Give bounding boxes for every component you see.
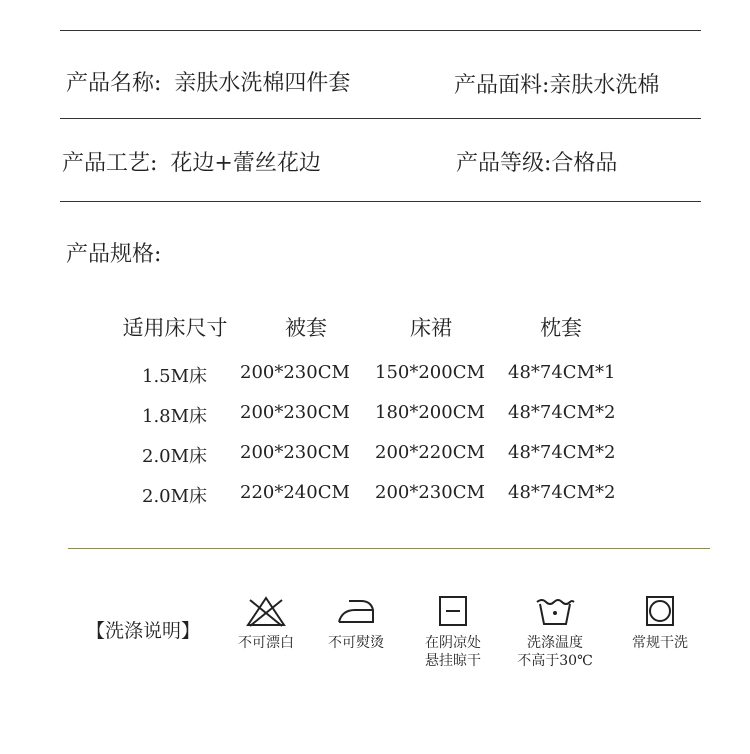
product-name-value: 亲肤水洗棉四件套 xyxy=(174,71,351,96)
product-fabric xyxy=(454,68,659,99)
spec-header-pillowcase: 枕套 xyxy=(540,316,582,340)
no-bleach-icon xyxy=(245,594,287,628)
table-cell-duvet-cover: 220*240CM xyxy=(240,482,350,503)
care-label-line2: 不高于30℃ xyxy=(517,653,593,669)
row-divider-2 xyxy=(60,201,701,202)
care-divider xyxy=(68,548,710,549)
care-label: 在阴凉处 xyxy=(425,635,481,651)
product-grade-value: 合格品 xyxy=(551,151,618,176)
table-cell-bed-size: 1.8M床 xyxy=(142,406,208,427)
care-title: 【洗涤说明】 xyxy=(86,620,201,642)
dry-in-shade-icon xyxy=(432,594,474,628)
table-cell-duvet-cover: 200*230CM xyxy=(240,402,350,423)
product-grade-label: 产品等级: xyxy=(456,151,552,176)
care-item-wash-30 xyxy=(500,594,610,670)
table-cell-bed-skirt: 200*230CM xyxy=(375,482,485,503)
table-cell-pillowcase: 48*74CM*2 xyxy=(508,482,616,503)
top-divider xyxy=(60,30,701,31)
product-name xyxy=(66,66,350,97)
table-cell-pillowcase: 48*74CM*2 xyxy=(508,442,616,463)
wash-30-icon xyxy=(534,594,576,628)
product-fabric-value: 亲肤水洗棉 xyxy=(549,73,660,98)
care-label-line2: 悬挂晾干 xyxy=(425,653,481,669)
table-cell-pillowcase: 48*74CM*2 xyxy=(508,402,616,423)
table-cell-bed-size: 1.5M床 xyxy=(142,366,208,387)
dry-clean-icon xyxy=(639,594,681,628)
spec-header-duvet-cover: 被套 xyxy=(285,316,327,340)
care-label: 不可熨烫 xyxy=(328,635,384,651)
product-craft xyxy=(62,146,321,177)
row-divider-1 xyxy=(60,118,701,119)
table-cell-bed-size: 2.0M床 xyxy=(142,446,208,467)
care-label: 不可漂白 xyxy=(238,635,294,651)
table-cell-duvet-cover: 200*230CM xyxy=(240,442,350,463)
care-item-no-iron xyxy=(301,594,411,652)
product-fabric-label: 产品面料: xyxy=(454,73,550,98)
product-craft-value: 花边+蕾丝花边 xyxy=(170,151,321,176)
spec-header-bed-skirt: 床裙 xyxy=(410,316,452,340)
product-name-label: 产品名称: xyxy=(66,71,162,96)
product-craft-label: 产品工艺: xyxy=(62,151,158,176)
no-iron-icon xyxy=(335,594,377,628)
table-cell-duvet-cover: 200*230CM xyxy=(240,362,350,383)
table-cell-pillowcase: 48*74CM*1 xyxy=(508,362,616,383)
table-cell-bed-skirt: 200*220CM xyxy=(375,442,485,463)
care-item-dry-clean xyxy=(605,594,715,652)
care-label: 常规干洗 xyxy=(632,635,688,651)
table-cell-bed-skirt: 150*200CM xyxy=(375,362,485,383)
product-spec-label: 产品规格: xyxy=(66,242,162,267)
product-grade xyxy=(456,146,617,177)
table-cell-bed-size: 2.0M床 xyxy=(142,486,208,507)
care-item-dry-in-shade xyxy=(398,594,508,670)
spec-header-bed-size: 适用床尺寸 xyxy=(122,316,228,340)
care-label: 洗涤温度 xyxy=(527,635,583,651)
table-cell-bed-skirt: 180*200CM xyxy=(375,402,485,423)
